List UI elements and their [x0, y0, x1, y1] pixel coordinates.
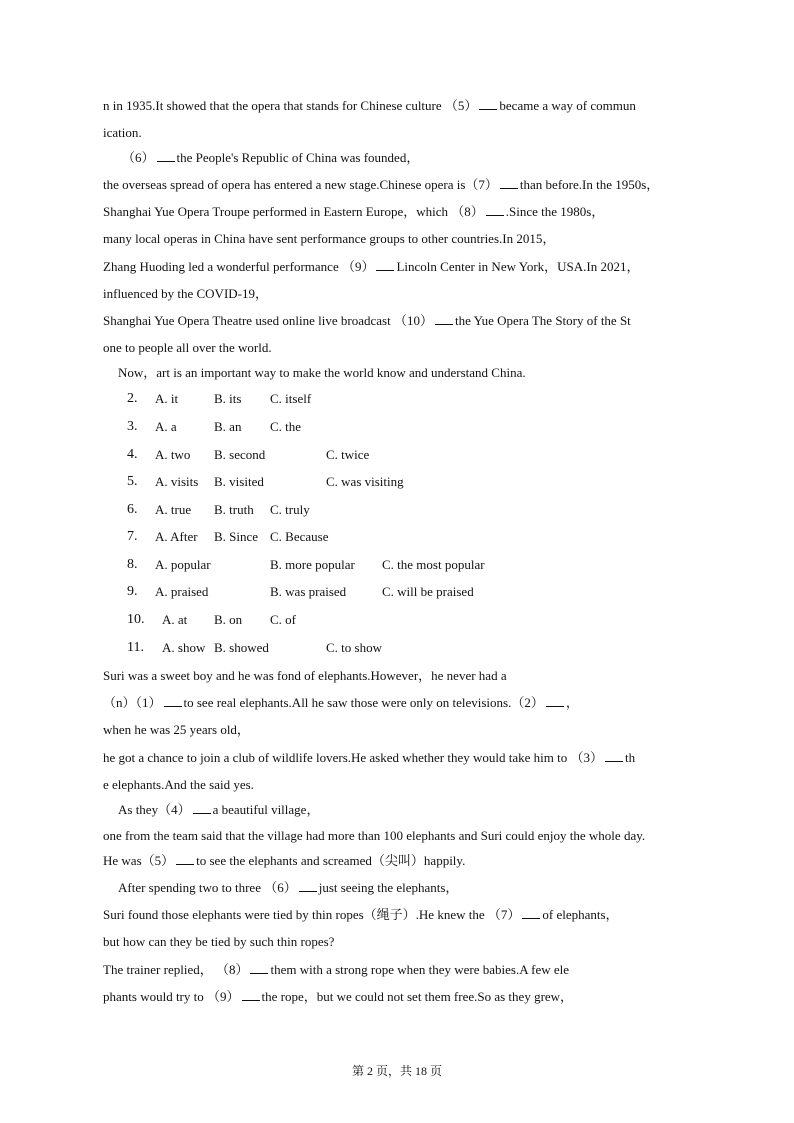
passage-text: one from the team said that the village had more than 100 elephants and Suri could enjoy the whole day. [103, 828, 646, 843]
passage1-line [103, 340, 272, 356]
passage-text: （n）（1） [103, 695, 162, 710]
passage-text: The trainer replied， （8） [103, 962, 249, 977]
question-number: 5. [127, 474, 138, 489]
passage2-line [103, 934, 334, 950]
passage-text: Now，art is an important way to make the world know and understand China. [118, 365, 526, 380]
option-a[interactable]: A. a [155, 419, 177, 434]
passage2-line [118, 802, 319, 818]
passage-text: Shanghai Yue Opera Troupe performed in Eastern Europe，which （8） [103, 204, 484, 219]
option-a[interactable]: A. show [162, 640, 206, 655]
answer-blank[interactable] [299, 880, 317, 892]
passage-text: became a way of commun [499, 98, 636, 113]
option-b[interactable]: B. on [214, 612, 243, 627]
passage-text: many local operas in China have sent performance groups to other countries.In 2015， [103, 231, 556, 246]
option-a[interactable]: A. two [155, 447, 191, 462]
passage-text: phants would try to （9） [103, 989, 240, 1004]
option-a[interactable]: A. it [155, 391, 179, 406]
passage-text: the rope，but we could not set them free.So as they grew， [261, 989, 574, 1004]
passage2-line [103, 750, 635, 766]
passage-text: Lincoln Center in New York，USA.In 2021， [396, 259, 640, 274]
passage-text: the Yue Opera The Story of the St [454, 313, 631, 328]
passage-text: He was（5） [103, 853, 175, 868]
passage-text: e elephants.And the said yes. [103, 777, 254, 792]
option-b[interactable]: B. an [214, 419, 242, 434]
passage-text: After spending two to three （6） [118, 880, 297, 895]
question-number: 10. [127, 612, 145, 627]
option-a[interactable]: A. at [162, 612, 188, 627]
passage2-line [103, 668, 507, 684]
option-b[interactable]: B. Since [214, 529, 259, 544]
option-a[interactable]: A. popular [155, 557, 211, 572]
passage1-line [103, 259, 640, 275]
passage-text: Suri was a sweet boy and he was fond of elephants.However，he never had a [103, 668, 507, 683]
passage-text: of elephants， [542, 907, 619, 922]
question-number: 2. [127, 391, 138, 406]
option-b[interactable]: B. was praised [270, 584, 347, 599]
option-c[interactable]: C. the [270, 419, 302, 434]
question-number: 8. [127, 557, 138, 572]
passage1-line [103, 231, 555, 247]
passage-text: them with a strong rope when they were babies.A few ele [270, 962, 570, 977]
option-b[interactable]: B. more popular [270, 557, 355, 572]
question-number: 11. [127, 640, 144, 655]
passage-text: .Since the 1980s， [505, 204, 605, 219]
answer-blank[interactable] [176, 853, 194, 865]
option-c[interactable]: C. to show [326, 640, 382, 655]
passage-text: he got a chance to join a club of wildlife lovers.He asked whether they would take him to （3） [103, 750, 603, 765]
passage2-line [103, 907, 619, 923]
passage-text: a beautiful village， [212, 802, 320, 817]
option-b[interactable]: B. showed [214, 640, 269, 655]
passage2-line [103, 777, 254, 793]
answer-blank[interactable] [435, 313, 453, 325]
answer-blank[interactable] [376, 259, 394, 271]
passage-text: As they（4） [118, 802, 191, 817]
answer-blank[interactable] [500, 177, 518, 189]
passage-text: Suri found those elephants were tied by thin ropes（绳子）.He knew the （7） [103, 907, 521, 922]
option-b[interactable]: B. its [214, 391, 242, 406]
option-b[interactable]: B. visited [214, 474, 264, 489]
question-number: 9. [127, 584, 138, 599]
answer-blank[interactable] [242, 989, 260, 1001]
option-c[interactable]: C. was visiting [326, 474, 404, 489]
passage1-line [103, 286, 268, 302]
passage-text: when he was 25 years old， [103, 722, 250, 737]
passage2-line [118, 880, 458, 896]
option-a[interactable]: A. true [155, 502, 192, 517]
option-c[interactable]: C. Because [270, 529, 329, 544]
option-c[interactable]: C. the most popular [382, 557, 485, 572]
option-c[interactable]: C. itself [270, 391, 312, 406]
passage-text: than before.In the 1950s， [519, 177, 660, 192]
option-c[interactable]: C. twice [326, 447, 370, 462]
option-c[interactable]: C. truly [270, 502, 310, 517]
passage-text: th [625, 750, 636, 765]
answer-blank[interactable] [546, 695, 564, 707]
passage-text: to see the elephants and screamed（尖叫）happily. [196, 853, 466, 868]
option-a[interactable]: A. After [155, 529, 198, 544]
passage2-line [103, 962, 569, 978]
option-a[interactable]: A. praised [155, 584, 209, 599]
passage-text: influenced by the COVID-19， [103, 286, 268, 301]
passage1-line [103, 98, 636, 114]
passage-text: the overseas spread of opera has entered a new stage.Chinese opera is（7） [103, 177, 498, 192]
answer-blank[interactable] [605, 750, 623, 762]
passage-text: to see real elephants.All he saw those were only on televisions.（2） [183, 695, 544, 710]
passage1-line [103, 204, 604, 220]
passage2-line [103, 722, 250, 738]
question-number: 7. [127, 529, 138, 544]
option-b[interactable]: B. second [214, 447, 266, 462]
answer-blank[interactable] [479, 98, 497, 110]
answer-blank[interactable] [522, 907, 540, 919]
answer-blank[interactable] [164, 695, 182, 707]
passage1-line [103, 177, 659, 193]
passage-text: ication. [103, 125, 142, 140]
passage2-line [103, 853, 465, 869]
passage1-line [103, 313, 631, 329]
option-b[interactable]: B. truth [214, 502, 254, 517]
passage-text: Zhang Huoding led a wonderful performance （9） [103, 259, 375, 274]
option-c[interactable]: C. will be praised [382, 584, 474, 599]
passage2-line [103, 828, 645, 844]
passage-text: （6） [122, 150, 155, 165]
passage1-line [103, 125, 142, 141]
passage-text: just seeing the elephants， [318, 880, 459, 895]
answer-blank[interactable] [486, 204, 504, 216]
question-number: 3. [127, 419, 138, 434]
answer-blank[interactable] [157, 150, 175, 162]
answer-blank[interactable] [193, 802, 211, 814]
passage2-line [103, 989, 573, 1005]
question-number: 4. [127, 447, 138, 462]
passage-text: ， [565, 695, 579, 710]
passage2-line [103, 695, 579, 711]
passage1-line [122, 150, 419, 166]
page-footer: 第 2 页，共 18 页 [351, 1064, 442, 1078]
passage-text: the People's Republic of China was founded， [176, 150, 420, 165]
answer-blank[interactable] [250, 962, 268, 974]
passage-text: n in 1935.It showed that the opera that stands for Chinese culture （5） [103, 98, 478, 113]
option-c[interactable]: C. of [270, 612, 296, 627]
passage-text: Shanghai Yue Opera Theatre used online live broadcast （10） [103, 313, 433, 328]
passage1-line [118, 365, 526, 381]
question-number: 6. [127, 502, 138, 517]
passage-text: one to people all over the world. [103, 340, 272, 355]
passage-text: but how can they be tied by such thin ropes? [103, 934, 335, 949]
option-a[interactable]: A. visits [155, 474, 199, 489]
